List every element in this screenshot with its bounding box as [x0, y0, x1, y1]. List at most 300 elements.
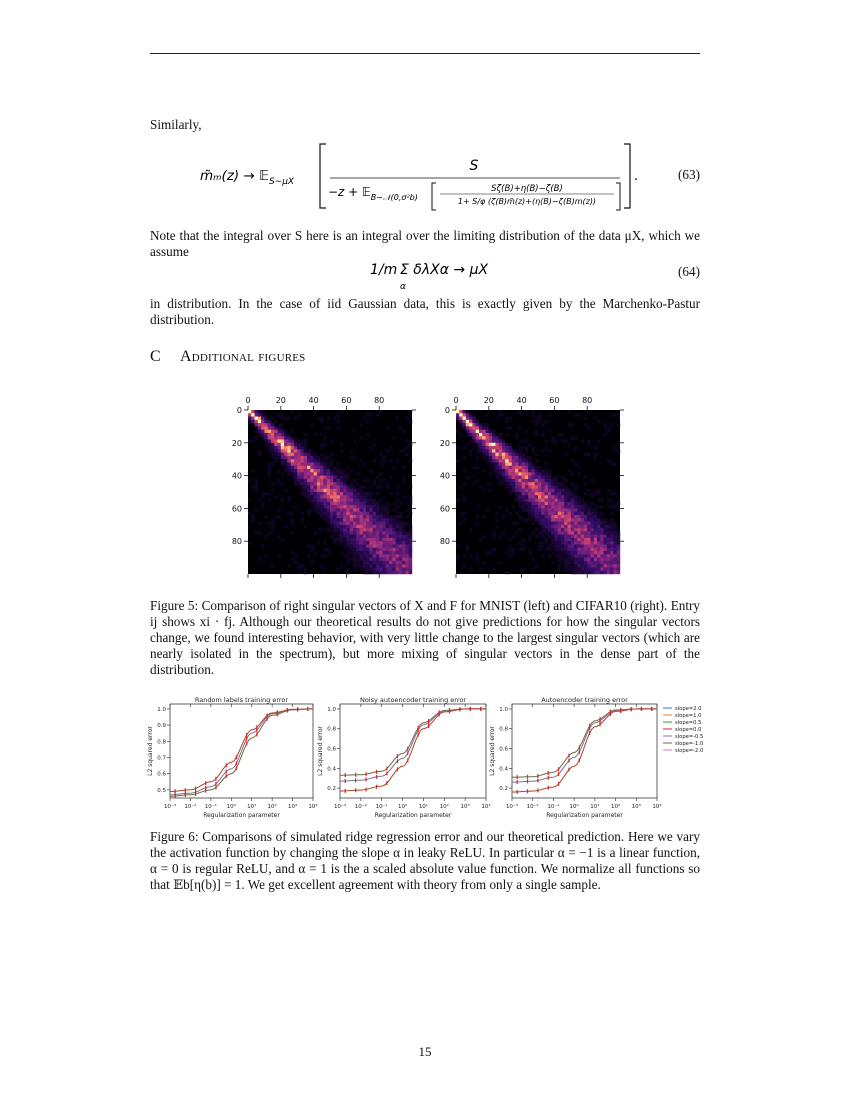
- heatmap-cell: [518, 456, 521, 459]
- heatmap-cell: [330, 476, 333, 479]
- heatmap-cell: [356, 482, 359, 485]
- heatmap-cell: [251, 485, 254, 488]
- heatmap-cell: [554, 525, 557, 528]
- heatmap-cell: [456, 558, 459, 561]
- heatmap-cell: [278, 413, 281, 416]
- heatmap-cell: [369, 495, 372, 498]
- heatmap-cell: [317, 495, 320, 498]
- heatmap-cell: [386, 567, 389, 570]
- heatmap-cell: [373, 561, 376, 564]
- heatmap-cell: [590, 502, 593, 505]
- heatmap-cell: [574, 541, 577, 544]
- eq63-period: .: [634, 169, 639, 184]
- heatmap-cell: [597, 531, 600, 534]
- heatmap-cell: [353, 495, 356, 498]
- heatmap-cell: [472, 440, 475, 443]
- heatmap-cell: [610, 531, 613, 534]
- heatmap-cell: [258, 499, 261, 502]
- heatmap-cell: [574, 571, 577, 574]
- heatmap-cell: [271, 525, 274, 528]
- heatmap-cell: [508, 489, 511, 492]
- heatmap-cell: [317, 492, 320, 495]
- heatmap-cell: [574, 446, 577, 449]
- heatmap-cell: [590, 515, 593, 518]
- heatmap-cell: [558, 567, 561, 570]
- heatmap-cell: [369, 505, 372, 508]
- chart-xtick-label: 10⁻¹: [204, 804, 217, 810]
- heatmap-cell: [528, 551, 531, 554]
- heatmap-cell: [587, 453, 590, 456]
- heatmap-cell: [545, 479, 548, 482]
- heatmap-cell: [594, 522, 597, 525]
- paragraph-similarly: Similarly,: [150, 117, 202, 132]
- heatmap-cell: [376, 522, 379, 525]
- heatmap-cell: [472, 413, 475, 416]
- heatmap-cell: [310, 492, 313, 495]
- heatmap-cell: [472, 482, 475, 485]
- heatmap-cell: [402, 535, 405, 538]
- heatmap-cell: [314, 531, 317, 534]
- heatmap-cell: [346, 479, 349, 482]
- heatmap-cell: [607, 459, 610, 462]
- heatmap-cell: [528, 499, 531, 502]
- heatmap-cell: [512, 453, 515, 456]
- heatmap-cell: [541, 525, 544, 528]
- heatmap-cell: [528, 538, 531, 541]
- heatmap-cell: [248, 499, 251, 502]
- heatmap-cell: [379, 472, 382, 475]
- heatmap-cell: [486, 436, 489, 439]
- heatmap-cell: [594, 489, 597, 492]
- heatmap-cell: [278, 554, 281, 557]
- heatmap-cell: [330, 489, 333, 492]
- heatmap-cell: [350, 535, 353, 538]
- heatmap-cell: [353, 440, 356, 443]
- heatmap-cell: [466, 410, 469, 413]
- heatmap-cell: [587, 443, 590, 446]
- heatmap-cell: [584, 417, 587, 420]
- heatmap-cell: [297, 449, 300, 452]
- heatmap-cell: [528, 489, 531, 492]
- heatmap-cell: [515, 449, 518, 452]
- heatmap-cell: [389, 561, 392, 564]
- heatmap-cell: [610, 554, 613, 557]
- heatmap-cell: [479, 446, 482, 449]
- heatmap-cell: [337, 518, 340, 521]
- heatmap-cell: [558, 499, 561, 502]
- heatmap-cell: [376, 531, 379, 534]
- heatmap-cell: [366, 548, 369, 551]
- heatmap-cell: [551, 522, 554, 525]
- heatmap-cell: [528, 502, 531, 505]
- heatmap-cell: [581, 554, 584, 557]
- heatmap-cell: [587, 564, 590, 567]
- heatmap-cell: [551, 541, 554, 544]
- heatmap-cell: [587, 538, 590, 541]
- heatmap-cell: [278, 508, 281, 511]
- heatmap-cell: [531, 410, 534, 413]
- heatmap-cell: [297, 459, 300, 462]
- heatmap-cell: [356, 548, 359, 551]
- heatmap-cell: [554, 522, 557, 525]
- heatmap-cell: [581, 558, 584, 561]
- heatmap-cell: [466, 426, 469, 429]
- heatmap-cell: [545, 446, 548, 449]
- heatmap-cell: [574, 531, 577, 534]
- heatmap-cell: [607, 541, 610, 544]
- heatmap-cell: [304, 446, 307, 449]
- heatmap-cell: [274, 495, 277, 498]
- heatmap-cell: [356, 515, 359, 518]
- heatmap-cell: [353, 554, 356, 557]
- heatmap-cell: [548, 518, 551, 521]
- heatmap-cell: [554, 528, 557, 531]
- heatmap-cell: [531, 499, 534, 502]
- heatmap-cell: [463, 423, 466, 426]
- heatmap-cell: [594, 505, 597, 508]
- heatmap-cell: [350, 515, 353, 518]
- heatmap-cell: [409, 502, 412, 505]
- heatmap-cell: [320, 485, 323, 488]
- heatmap-cell: [307, 469, 310, 472]
- heatmap-cell: [333, 512, 336, 515]
- heatmap-cell: [278, 469, 281, 472]
- heatmap-cell: [320, 446, 323, 449]
- heatmap-cell: [405, 522, 408, 525]
- heatmap-cell: [590, 551, 593, 554]
- heatmap-cell: [456, 554, 459, 557]
- heatmap-cell: [350, 456, 353, 459]
- heatmap-cell: [255, 413, 258, 416]
- heatmap-cell: [337, 531, 340, 534]
- heatmap-cell: [561, 541, 564, 544]
- chart-series-line: [512, 709, 657, 777]
- heatmap-cell: [554, 505, 557, 508]
- heatmap-cell: [264, 413, 267, 416]
- heatmap-cell: [505, 466, 508, 469]
- heatmap-cell: [379, 522, 382, 525]
- heatmap-cell: [264, 554, 267, 557]
- heatmap-cell: [379, 538, 382, 541]
- heatmap-cell: [389, 531, 392, 534]
- heatmap-cell: [330, 502, 333, 505]
- heatmap-cell: [343, 495, 346, 498]
- heatmap-cell: [522, 502, 525, 505]
- heatmap-cell: [561, 518, 564, 521]
- heatmap-cell: [363, 551, 366, 554]
- heatmap-cell: [392, 531, 395, 534]
- heatmap-cell: [340, 482, 343, 485]
- heatmap-cell: [353, 456, 356, 459]
- heatmap-cell: [499, 472, 502, 475]
- chart-frame: [512, 704, 657, 798]
- heatmap-cell: [604, 433, 607, 436]
- heatmap-cell: [333, 518, 336, 521]
- heatmap-cell: [360, 502, 363, 505]
- heatmap-cell: [337, 420, 340, 423]
- heatmap-cell: [317, 476, 320, 479]
- heatmap-cell: [337, 476, 340, 479]
- heatmap-cell: [574, 561, 577, 564]
- heatmap-cell: [346, 466, 349, 469]
- chart-ytick-label: 0.2: [499, 786, 508, 793]
- heatmap-cell: [476, 443, 479, 446]
- heatmap-cell: [307, 499, 310, 502]
- heatmap-cell: [363, 479, 366, 482]
- heatmap-cell: [571, 505, 574, 508]
- heatmap-cell: [518, 466, 521, 469]
- heatmap-cell: [486, 508, 489, 511]
- heatmap-cell: [369, 561, 372, 564]
- heatmap-cell: [581, 561, 584, 564]
- heatmap-cell: [613, 528, 616, 531]
- heatmap-cell: [353, 505, 356, 508]
- heatmap-cell: [518, 492, 521, 495]
- heatmap-cell: [281, 449, 284, 452]
- heatmap-cell: [284, 436, 287, 439]
- heatmap-cell: [248, 420, 251, 423]
- heatmap-cell: [369, 531, 372, 534]
- heatmap-ytick-label: 0: [444, 406, 450, 415]
- heatmap-cell: [522, 548, 525, 551]
- heatmap-cell: [314, 472, 317, 475]
- heatmap-cell: [479, 567, 482, 570]
- heatmap-cell: [304, 433, 307, 436]
- section-heading: [150, 348, 305, 366]
- heatmap-cell: [571, 528, 574, 531]
- heatmap-cell: [463, 554, 466, 557]
- heatmap-cell: [382, 459, 385, 462]
- heatmap-cell: [502, 413, 505, 416]
- heatmap-cell: [382, 531, 385, 534]
- heatmap-cell: [554, 544, 557, 547]
- heatmap-cell: [386, 548, 389, 551]
- heatmap-cell: [333, 525, 336, 528]
- heatmap-cell: [337, 472, 340, 475]
- heatmap-cell: [248, 479, 251, 482]
- heatmap-cell: [558, 433, 561, 436]
- heatmap-cell: [505, 482, 508, 485]
- heatmap-cell: [261, 417, 264, 420]
- heatmap-cell: [492, 443, 495, 446]
- heatmap-cell: [330, 495, 333, 498]
- heatmap-cell: [607, 531, 610, 534]
- heatmap-cell: [284, 443, 287, 446]
- heatmap-cell: [376, 485, 379, 488]
- heatmap-cell: [310, 476, 313, 479]
- heatmap-cell: [376, 541, 379, 544]
- heatmap-cell: [399, 512, 402, 515]
- heatmap-cell: [518, 515, 521, 518]
- heatmap-cell: [512, 551, 515, 554]
- heatmap-cell: [304, 567, 307, 570]
- heatmap-cell: [323, 489, 326, 492]
- heatmap-cell: [271, 436, 274, 439]
- heatmap-cell: [366, 571, 369, 574]
- heatmap-cell: [353, 535, 356, 538]
- heatmap-cell: [571, 522, 574, 525]
- heatmap-cell: [525, 476, 528, 479]
- heatmap-cell: [548, 430, 551, 433]
- heatmap-cell: [310, 561, 313, 564]
- heatmap-cell: [564, 508, 567, 511]
- heatmap-cell: [323, 541, 326, 544]
- heatmap-cell: [317, 489, 320, 492]
- heatmap-cell: [590, 538, 593, 541]
- heatmap-cell: [255, 426, 258, 429]
- heatmap-cell: [366, 479, 369, 482]
- heatmap-cell: [469, 420, 472, 423]
- heatmap-cell: [613, 446, 616, 449]
- heatmap-cell: [508, 462, 511, 465]
- chart-series-line: [340, 709, 486, 791]
- heatmap-cell: [538, 472, 541, 475]
- heatmap-cell: [515, 433, 518, 436]
- heatmap-cell: [369, 485, 372, 488]
- heatmap-cell: [590, 558, 593, 561]
- heatmap-cell: [499, 410, 502, 413]
- heatmap-cell: [587, 567, 590, 570]
- heatmap-cell: [492, 440, 495, 443]
- heatmap-cell: [274, 420, 277, 423]
- heatmap-cell: [525, 492, 528, 495]
- heatmap-cell: [571, 571, 574, 574]
- heatmap-cell: [600, 522, 603, 525]
- heatmap-cell: [541, 541, 544, 544]
- heatmap-cell: [323, 485, 326, 488]
- heatmap-cell: [317, 459, 320, 462]
- heatmap-cell: [610, 544, 613, 547]
- heatmap-cell: [587, 571, 590, 574]
- heatmap-cell: [382, 538, 385, 541]
- heatmap-cell: [561, 433, 564, 436]
- heatmap-cell: [379, 499, 382, 502]
- heatmap-cell: [333, 541, 336, 544]
- heatmap-cell: [343, 469, 346, 472]
- heatmap-cell: [317, 417, 320, 420]
- chart-ytick-label: 0.9: [157, 723, 166, 730]
- heatmap-cell: [545, 489, 548, 492]
- heatmap-cell: [287, 495, 290, 498]
- eq64-sub: α: [400, 282, 406, 292]
- heatmap-cell: [466, 544, 469, 547]
- heatmap-cell: [508, 485, 511, 488]
- heatmap-cell: [402, 430, 405, 433]
- heatmap-cell: [525, 482, 528, 485]
- heatmap-cell: [469, 426, 472, 429]
- heatmap-cell: [558, 482, 561, 485]
- heatmap-cell: [571, 495, 574, 498]
- heatmap-cell: [499, 466, 502, 469]
- heatmap-cell: [284, 489, 287, 492]
- heatmap-cell: [495, 472, 498, 475]
- heatmap-cell: [346, 518, 349, 521]
- heatmap-cell: [330, 482, 333, 485]
- heatmap-cell: [522, 495, 525, 498]
- heatmap-cell: [353, 548, 356, 551]
- heatmap-cell: [396, 515, 399, 518]
- heatmap-cell: [382, 541, 385, 544]
- heatmap-cell: [564, 479, 567, 482]
- heatmap-cell: [531, 567, 534, 570]
- heatmap-cell: [300, 476, 303, 479]
- heatmap-cell: [382, 512, 385, 515]
- heatmap-cell: [353, 499, 356, 502]
- heatmap-cell: [356, 558, 359, 561]
- heatmap-cell: [489, 446, 492, 449]
- heatmap-cell: [541, 479, 544, 482]
- heatmap-cell: [346, 476, 349, 479]
- heatmap-cell: [346, 505, 349, 508]
- chart-xtick-label: 10¹: [590, 804, 600, 810]
- heatmap-cell: [505, 426, 508, 429]
- heatmap-cell: [535, 420, 538, 423]
- heatmap-cell: [558, 515, 561, 518]
- heatmap-cell: [515, 489, 518, 492]
- heatmap-cell: [495, 512, 498, 515]
- heatmap-cell: [584, 561, 587, 564]
- heatmap-cell: [369, 554, 372, 557]
- heatmap-cell: [561, 502, 564, 505]
- heatmap-cell: [399, 522, 402, 525]
- heatmap-cell: [617, 541, 620, 544]
- heatmap-cell: [389, 518, 392, 521]
- heatmap-cell: [568, 567, 571, 570]
- heatmap-cell: [350, 538, 353, 541]
- heatmap-cell: [535, 564, 538, 567]
- heatmap-cell: [528, 495, 531, 498]
- heatmap-cell: [379, 541, 382, 544]
- heatmap-cell: [271, 518, 274, 521]
- heatmap-cell: [333, 508, 336, 511]
- heatmap-cell: [522, 466, 525, 469]
- heatmap-cell: [558, 505, 561, 508]
- heatmap-cell: [369, 512, 372, 515]
- heatmap-cell: [584, 518, 587, 521]
- heatmap-cell: [287, 512, 290, 515]
- heatmap-cell: [558, 554, 561, 557]
- heatmap-cell: [584, 492, 587, 495]
- heatmap-cell: [571, 499, 574, 502]
- heatmap-cell: [577, 531, 580, 534]
- heatmap-cell: [502, 479, 505, 482]
- heatmap-cell: [284, 446, 287, 449]
- heatmap-cell: [353, 485, 356, 488]
- heatmap-cell: [597, 492, 600, 495]
- heatmap-cell: [330, 472, 333, 475]
- heatmap-cell: [251, 417, 254, 420]
- heatmap-cell: [376, 567, 379, 570]
- heatmap-cell: [482, 515, 485, 518]
- heatmap-cell: [379, 528, 382, 531]
- heatmap-cell: [353, 430, 356, 433]
- heatmap-cell: [323, 554, 326, 557]
- heatmap-cell: [564, 554, 567, 557]
- heatmap-cell: [482, 561, 485, 564]
- heatmap-cell: [600, 512, 603, 515]
- heatmap-cell: [304, 525, 307, 528]
- heatmap-cell: [360, 459, 363, 462]
- heatmap-cell: [459, 433, 462, 436]
- heatmap-cell: [594, 564, 597, 567]
- heatmap-cell: [571, 558, 574, 561]
- heatmap-cell: [597, 515, 600, 518]
- heatmap-cell: [268, 426, 271, 429]
- heatmap-cell: [317, 505, 320, 508]
- heatmap-cell: [610, 528, 613, 531]
- heatmap-cell: [512, 485, 515, 488]
- heatmap-cell: [571, 564, 574, 567]
